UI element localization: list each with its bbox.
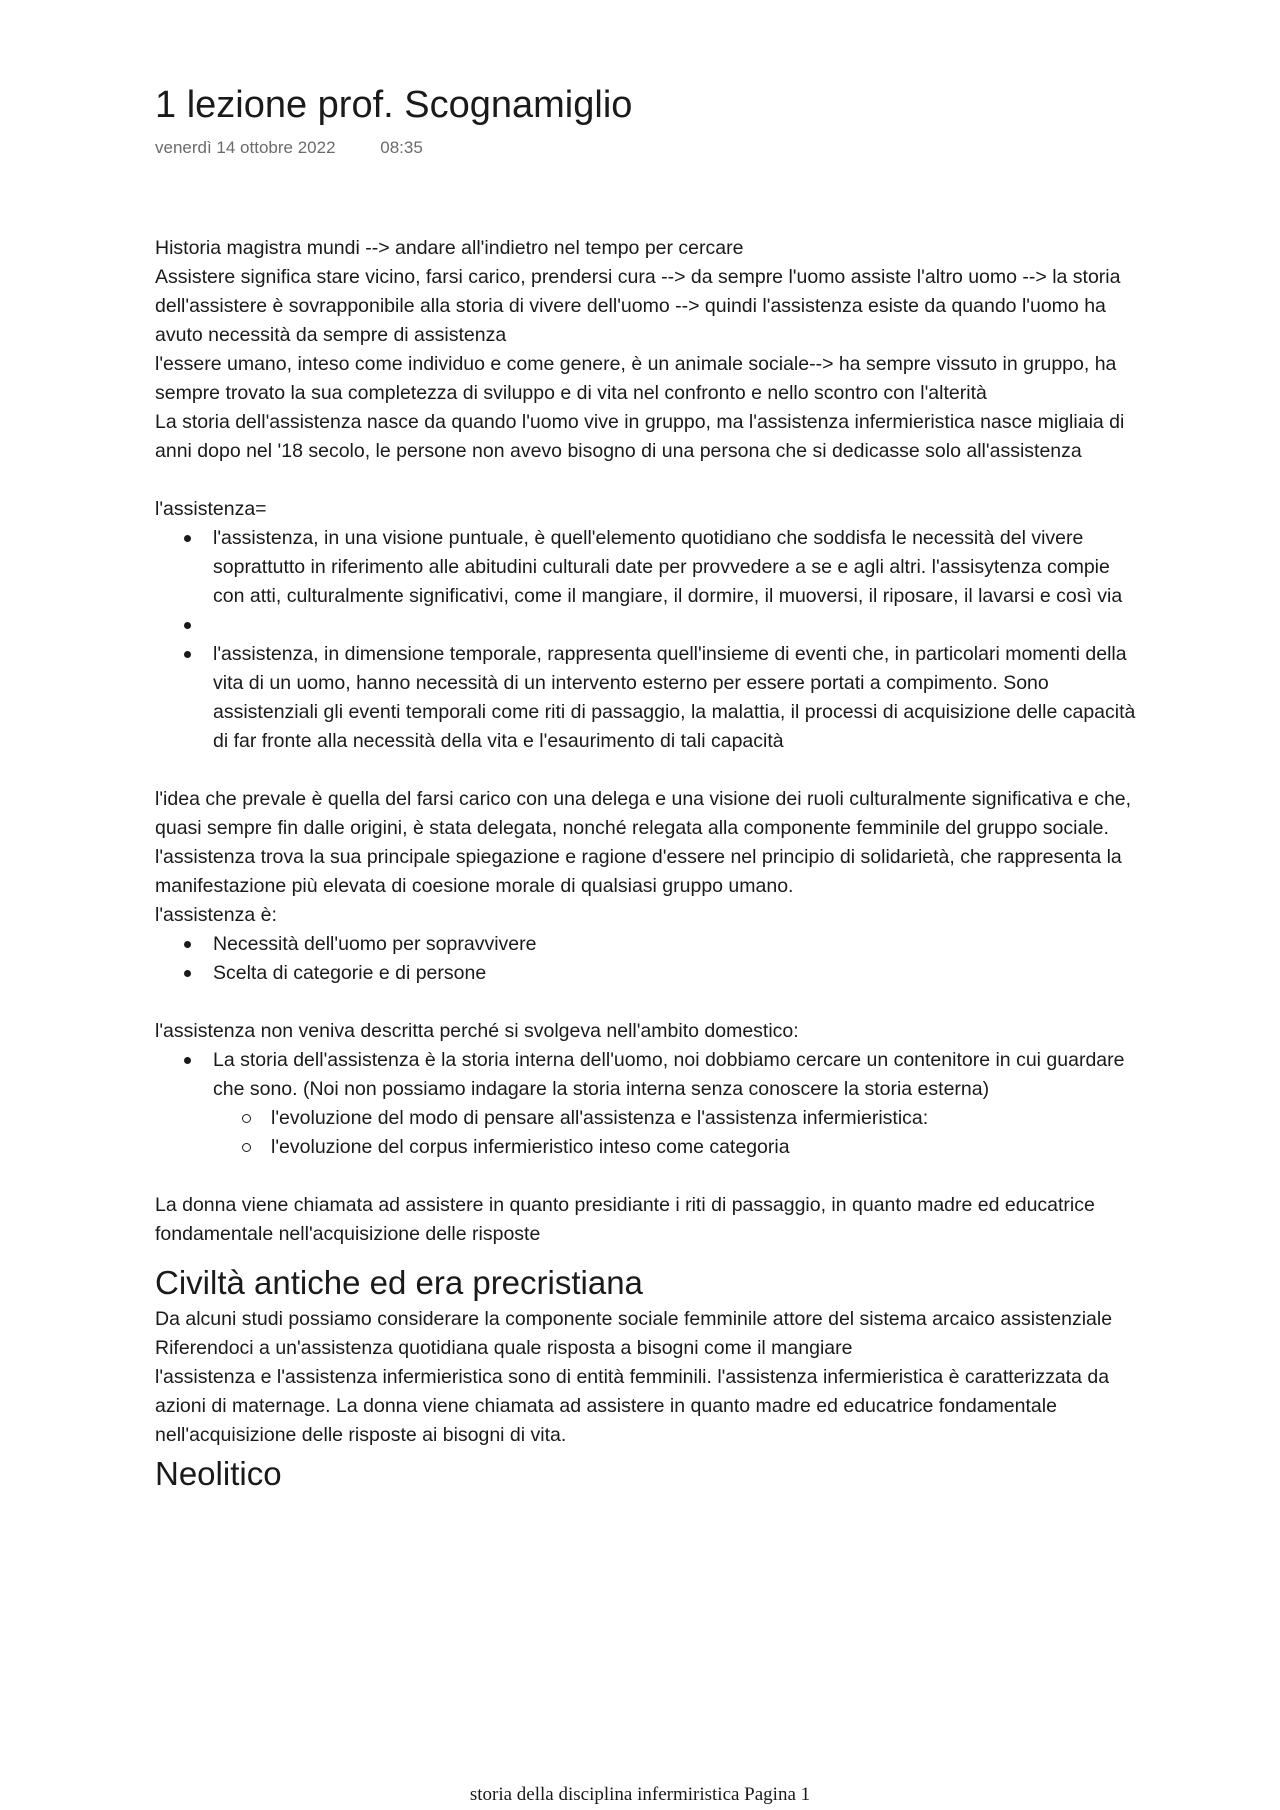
list-item: Necessità dell'uomo per sopravvivere	[213, 930, 1140, 959]
sub-bullet-list	[213, 1104, 1140, 1162]
paragraph: l'essere umano, inteso come individuo e come genere, è un animale sociale--> ha sempre vissuto in gruppo, ha sempre trovato la sua completezza di sviluppo e di vita nel confronto e nello scontro con l'alterità	[155, 353, 1117, 404]
section-heading: Neolitico	[155, 1455, 282, 1492]
paragraph: Da alcuni studi possiamo considerare la componente sociale femminile attore del sistema arcaico assistenziale	[155, 1308, 1113, 1330]
bullet-list	[155, 930, 1140, 988]
page-footer: storia della disciplina infermiristica Pagina 1	[469, 1784, 811, 1805]
paragraph: l'assistenza=	[155, 498, 267, 520]
section-heading: Civiltà antiche ed era precristiana	[155, 1264, 643, 1301]
sub-list-item: l'evoluzione del modo di pensare all'assistenza e l'assistenza infermieristica:	[271, 1104, 1140, 1133]
paragraph: La storia dell'assistenza nasce da quando l'uomo vive in gruppo, ma l'assistenza infermieristica nasce migliaia di anni dopo nel '18 secolo, le persone non avevo bisogno di una persona che si dedicasse solo all'assistenza	[155, 411, 1125, 462]
note-time: 08:35	[380, 138, 423, 157]
note-body	[155, 234, 1140, 1496]
bullet-list	[155, 524, 1140, 756]
list-item: l'assistenza, in una visione puntuale, è quell'elemento quotidiano che soddisfa le necessità del vivere soprattutto in riferimento alle abitudini culturali date per provvedere a se e agli altri. l'assisytenza compie con atti, culturalmente significativi, come il mangiare, il dormire, il muoversi, il riposare, il lavarsi e così via	[213, 524, 1140, 611]
paragraph: l'idea che prevale è quella del farsi carico con una delega e una visione dei ruoli culturalmente significativa e che, quasi sempre fin dalle origini, è stata delegata, nonché relegata alla componente femminile del gruppo sociale.	[155, 788, 1132, 839]
note-date: venerdì 14 ottobre 2022	[155, 138, 336, 157]
paragraph: l'assistenza è:	[155, 904, 277, 926]
paragraph: Assistere significa stare vicino, farsi carico, prendersi cura --> da sempre l'uomo assiste l'altro uomo --> la storia dell'assistere è sovrapponibile alla storia di vivere dell'uomo --> quindi l'assistenza esiste da quando l'uomo ha avuto necessità da sempre di assistenza	[155, 266, 1121, 346]
list-item	[213, 1046, 1140, 1162]
paragraph: l'assistenza trova la sua principale spiegazione e ragione d'essere nel principio di solidarietà, che rappresenta la manifestazione più elevata di coesione morale di qualsiasi gruppo umano.	[155, 846, 1122, 897]
list-item-text: La storia dell'assistenza è la storia interna dell'uomo, noi dobbiamo cercare un contenitore in cui guardare che sono. (Noi non possiamo indagare la storia interna senza conoscere la storia esterna)	[213, 1049, 1125, 1100]
paragraph: l'assistenza non veniva descritta perché si svolgeva nell'ambito domestico:	[155, 1020, 799, 1042]
page-title: 1 lezione prof. Scognamiglio	[155, 84, 633, 126]
bullet-list	[155, 1046, 1140, 1162]
paragraph: l'assistenza e l'assistenza infermieristica sono di entità femminili. l'assistenza infermieristica è caratterizzata da azioni di maternage. La donna viene chiamata ad assistere in quanto madre ed educatrice fondamentale nell'acquisizione delle risposte ai bisogni di vita.	[155, 1366, 1110, 1446]
list-item: l'assistenza, in dimensione temporale, rappresenta quell'insieme di eventi che, in particolari momenti della vita di un uomo, hanno necessità di un intervento esterno per essere portati a compimento. Sono assistenziali gli eventi temporali come riti di passaggio, la malattia, il processi di acquisizione delle capacità di far fronte alla necessità della vita e l'esaurimento di tali capacità	[213, 640, 1140, 756]
paragraph: La donna viene chiamata ad assistere in quanto presidiante i riti di passaggio, in quanto madre ed educatrice fondamentale nell'acquisizione delle risposte	[155, 1194, 1095, 1245]
note-metadata	[155, 138, 423, 158]
paragraph: Riferendoci a un'assistenza quotidiana quale risposta a bisogni come il mangiare	[155, 1337, 853, 1359]
paragraph: Historia magistra mundi --> andare all'indietro nel tempo per cercare	[155, 237, 744, 259]
list-item: Scelta di categorie e di persone	[213, 959, 1140, 988]
sub-list-item: l'evoluzione del corpus infermieristico inteso come categoria	[271, 1133, 1140, 1162]
